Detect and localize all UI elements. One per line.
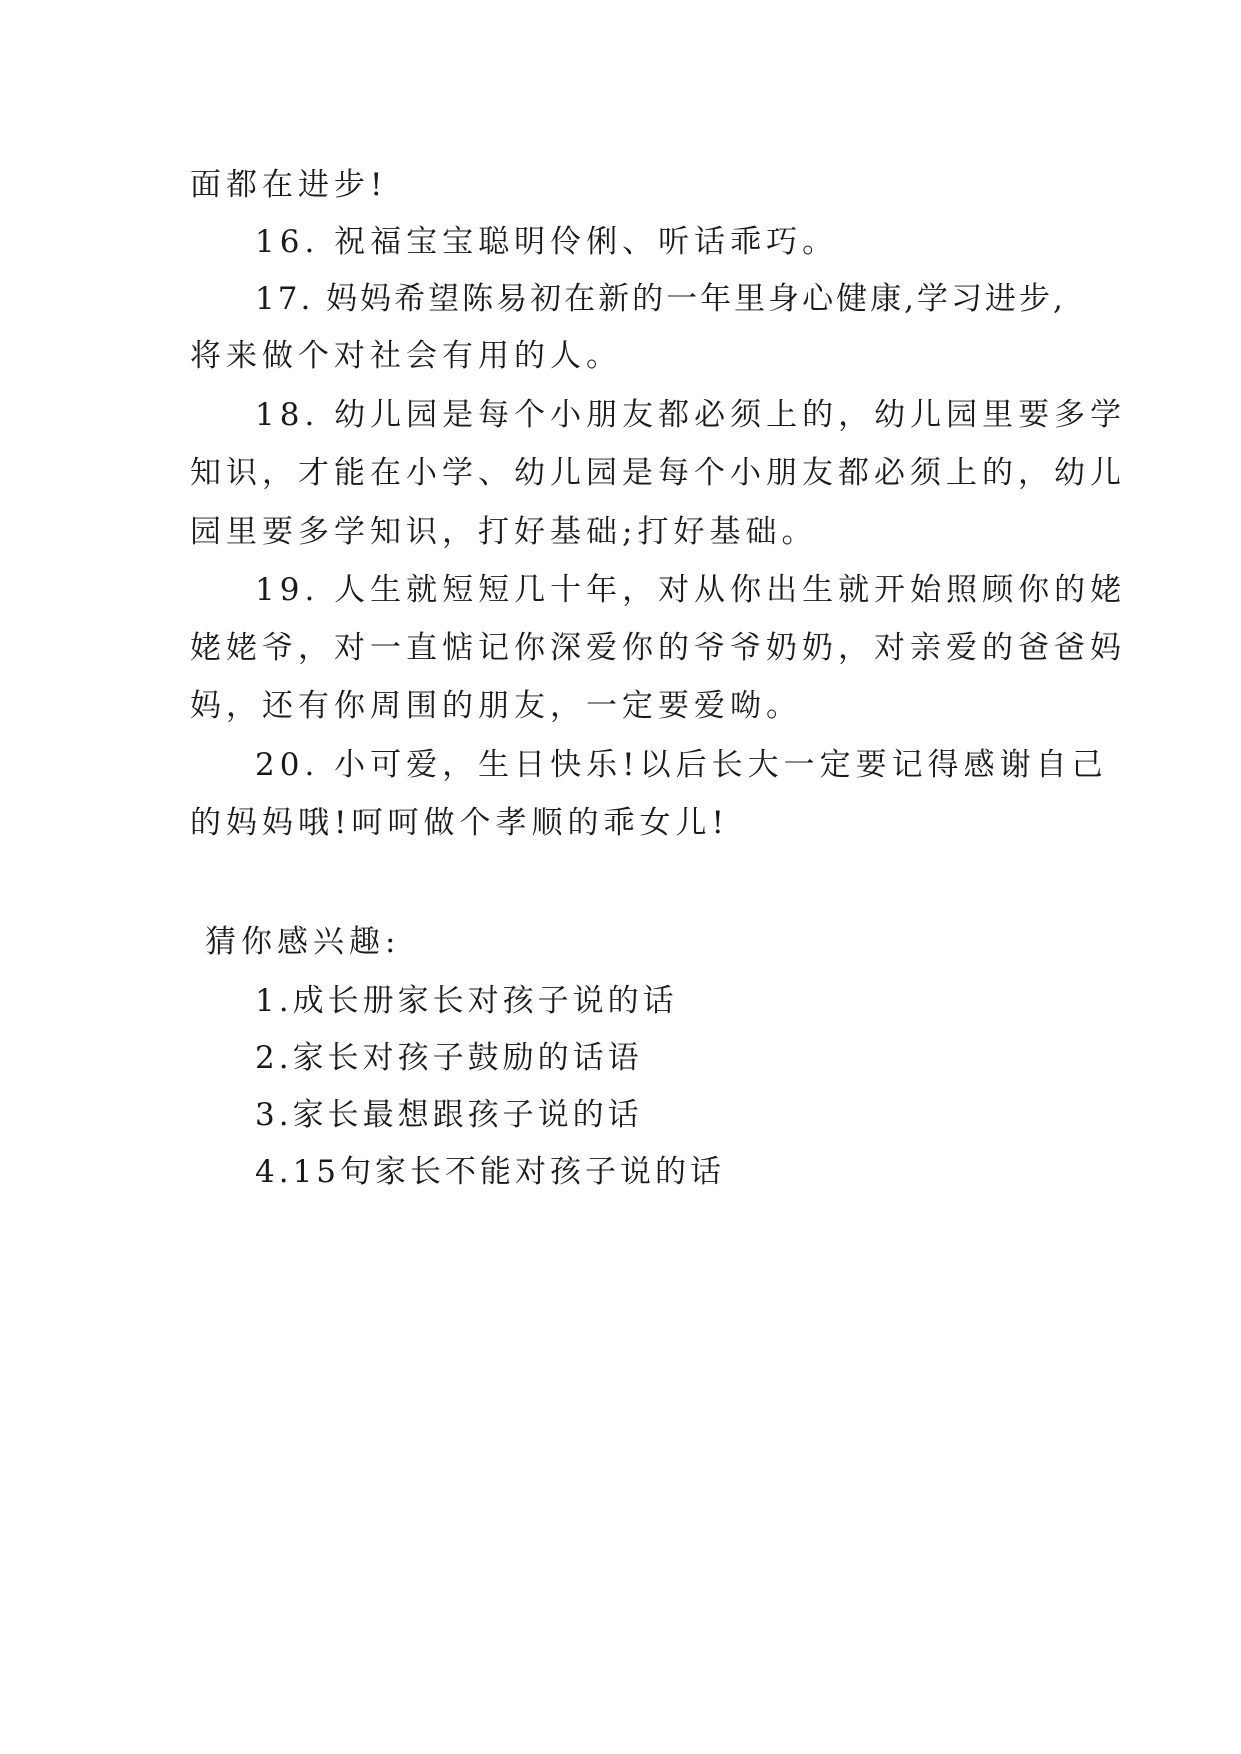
body-line-4: 将来做个对社会有用的人。	[190, 338, 622, 374]
interest-link-2[interactable]: 2.家长对孩子鼓励的话语	[255, 1040, 643, 1076]
body-line-9: 姥姥爷，对一直惦记你深爱你的爷爷奶奶，对亲爱的爸爸妈	[190, 630, 1126, 666]
body-line-10: 妈，还有你周围的朋友，一定要爱呦。	[190, 688, 802, 724]
body-line-2: 16. 祝福宝宝聪明伶俐、听话乖巧。	[255, 224, 839, 260]
body-line-7: 园里要多学知识，打好基础;打好基础。	[190, 514, 818, 550]
body-line-11: 20. 小可爱，生日快乐!以后长大一定要记得感谢自己	[255, 747, 1108, 783]
interest-link-3[interactable]: 3.家长最想跟孩子说的话	[255, 1097, 643, 1133]
body-line-12: 的妈妈哦!呵呵做个孝顺的乖女儿!	[190, 805, 729, 841]
interest-link-1[interactable]: 1.成长册家长对孩子说的话	[255, 983, 678, 1019]
interest-section-title: 猜你感兴趣:	[205, 924, 401, 960]
body-line-6: 知识，才能在小学、幼儿园是每个小朋友都必须上的，幼儿	[190, 455, 1126, 491]
body-line-5: 18. 幼儿园是每个小朋友都必须上的，幼儿园里要多学	[255, 397, 1127, 433]
body-line-8: 19. 人生就短短几十年，对从你出生就开始照顾你的姥	[255, 572, 1127, 608]
body-line-1: 面都在进步!	[190, 167, 388, 203]
body-line-3: 17. 妈妈希望陈易初在新的一年里身心健康,学习进步,	[255, 281, 1066, 317]
interest-link-4[interactable]: 4.15句家长不能对孩子说的话	[255, 1154, 726, 1190]
